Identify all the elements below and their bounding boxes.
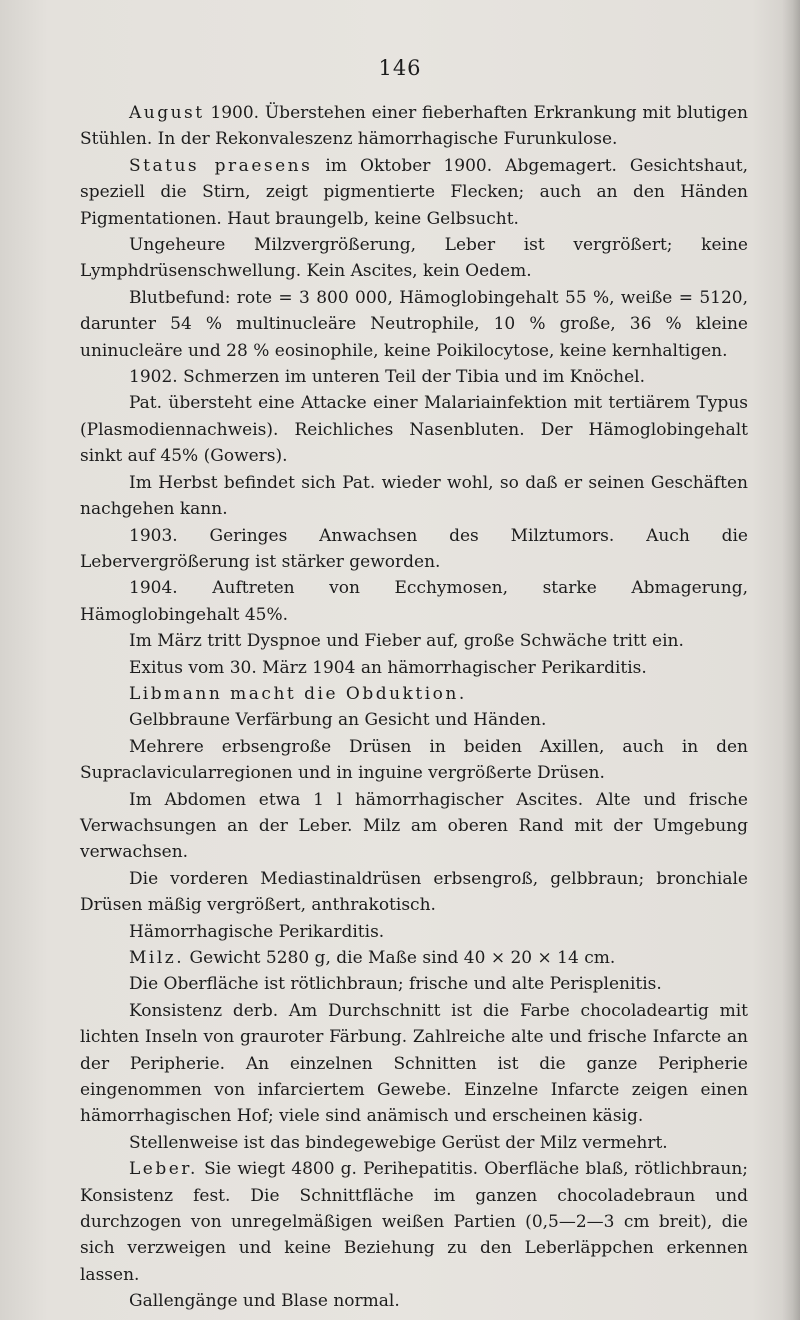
paragraph-text: 1903. Geringes Anwachsen des Milztumors. Auch die Lebervergrößerung ist stärker geworden. xyxy=(80,525,748,572)
paragraph-text: 1900. Überstehen einer fieberhaften Erkrankung mit blutigen Stühlen. In der Rekonvaleszenz hämorrhagische Furunkulose. xyxy=(80,103,748,150)
paragraph xyxy=(80,707,748,733)
paragraph xyxy=(80,390,748,469)
paragraph xyxy=(80,628,748,654)
page-edge-shadow xyxy=(782,0,800,1320)
paragraph-text: Blutbefund: rote = 3 800 000, Hämoglobingehalt 55 %, weiße = 5120, darunter 54 % multinucleäre Neutrophile, 10 % große, 36 % kleine uninucleäre und 28 % eosinophile, keine Poikilocytose, keine kernhaltigen. xyxy=(80,287,748,361)
paragraph xyxy=(80,575,748,628)
paragraph-text: 1904. Auftreten von Ecchymosen, starke Abmagerung, Hämoglobingehalt 45%. xyxy=(80,578,748,625)
paragraph xyxy=(80,1130,748,1156)
paragraph-text: Im Herbst befindet sich Pat. wieder wohl, so daß er seinen Geschäften nachgehen kann. xyxy=(80,472,748,520)
paragraph xyxy=(80,1288,748,1314)
paragraph-text: 1902. Schmerzen im unteren Teil der Tibia und im Knöchel. xyxy=(129,367,646,388)
paragraph-text: Sie wiegt 4800 g. Perihepatitis. Oberfläche blaß, rötlichbraun; Konsistenz fest. Die Schnittfläche im ganzen chocoladebraun und durchzogen von unregelmäßigen weißen Partien (0,5—2—3 cm breit), die sich verzweigen und keine Beziehung zu den Leberläppchen erkennen lassen. xyxy=(80,1159,748,1285)
paragraph-text: Exitus vom 30. März 1904 an hämorrhagischer Perikarditis. xyxy=(129,657,647,678)
paragraph-text: Gallengänge und Blase normal. xyxy=(129,1291,400,1312)
page-number: 146 xyxy=(378,56,422,80)
paragraph-text: Die Oberfläche ist rötlichbraun; frische und alte Perisplenitis. xyxy=(129,974,662,995)
spaced-emphasis: Status praesens xyxy=(129,155,313,176)
paragraph xyxy=(80,998,748,1130)
paragraph xyxy=(80,971,748,997)
paragraph xyxy=(80,285,748,364)
paragraph xyxy=(80,1156,748,1288)
paragraph-text: Hämorrhagische Perikarditis. xyxy=(129,921,385,942)
paragraph-text: Im Abdomen etwa 1 l hämorrhagischer Ascites. Alte und frische Verwachsungen an der Leber. Milz am oberen Rand mit der Umgebung verwachsen. xyxy=(80,789,748,863)
paragraph-text: Mehrere erbsengroße Drüsen in beiden Axillen, auch in den Supraclavicularregionen und in inguine vergrößerte Drüsen. xyxy=(80,736,748,784)
paragraph-text: Ungeheure Milzvergrößerung, Leber ist vergrößert; keine Lymphdrüsenschwellung. Kein Ascites, kein Oedem. xyxy=(80,235,748,282)
spaced-emphasis: Milz. xyxy=(129,948,185,968)
paragraph-text: Gelbbraune Verfärbung an Gesicht und Händen. xyxy=(129,710,547,731)
spaced-emphasis: Libmann macht die Obduktion. xyxy=(129,683,467,704)
paragraph-text: im Oktober 1900. Abgemagert. Gesichtshaut, speziell die Stirn, zeigt pigmentierte Flecken; auch an den Händen Pigmentationen. Haut braungelb, keine Gelbsucht. xyxy=(80,155,748,229)
body-text xyxy=(80,100,748,1315)
paragraph xyxy=(80,787,748,866)
paragraph xyxy=(80,523,748,576)
paragraph xyxy=(80,153,748,232)
paragraph-text: Die vorderen Mediastinaldrüsen erbsengroß, gelbbraun; bronchiale Drüsen mäßig vergrößert, anthrakotisch. xyxy=(80,868,748,916)
paragraph-text: Stellenweise ist das bindegewebige Gerüst der Milz vermehrt. xyxy=(129,1132,668,1153)
paragraph-text: Pat. übersteht eine Attacke einer Malariainfektion mit tertiärem Typus (Plasmodiennachweis). Reichliches Nasenbluten. Der Hämoglobingehalt sinkt auf 45% (Gowers). xyxy=(80,393,748,467)
paragraph xyxy=(80,470,748,523)
paragraph-text: Konsistenz derb. Am Durchschnitt ist die Farbe chocoladeartig mit lichten Inseln von grauroter Färbung. Zahlreiche alte und frische Infarcte an der Peripherie. An einzelnen Schnitten ist die ganze Peripherie eingenommen von infarciertem Gewebe. Einzelne Infarcte zeigen einen hämorrhagischen Hof; viele sind anämisch und erscheinen käsig. xyxy=(80,1000,748,1127)
paragraph xyxy=(80,364,748,390)
paragraph xyxy=(80,681,748,707)
paragraph-text: Gewicht 5280 g, die Maße sind 40 × 20 × 14 cm. xyxy=(184,948,616,968)
paragraph xyxy=(80,734,748,787)
paragraph xyxy=(80,866,748,919)
paragraph xyxy=(80,100,748,153)
paragraph-text: Im März tritt Dyspnoe und Fieber auf, große Schwäche tritt ein. xyxy=(129,631,684,652)
paragraph xyxy=(80,232,748,285)
paragraph xyxy=(80,919,748,945)
paragraph xyxy=(80,945,748,971)
spaced-emphasis: Leber. xyxy=(129,1159,198,1180)
paragraph xyxy=(80,655,748,681)
spaced-emphasis: August xyxy=(129,103,205,123)
